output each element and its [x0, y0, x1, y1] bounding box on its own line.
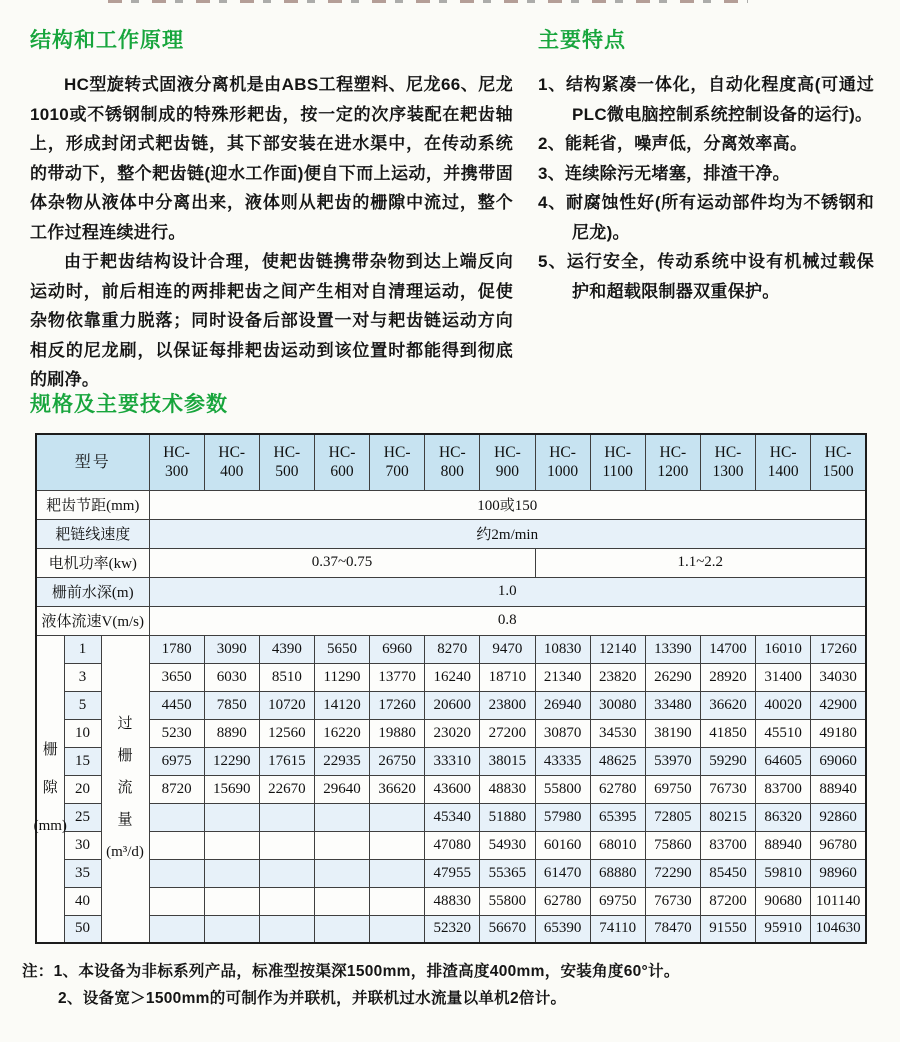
flow-value-cell: 23800: [480, 691, 535, 719]
flow-value-cell: 48830: [425, 887, 480, 915]
flow-value-cell: 43600: [425, 775, 480, 803]
flow-value-cell: 91550: [700, 915, 755, 943]
flow-value-cell: 92860: [811, 803, 866, 831]
flow-value-cell: 4450: [149, 691, 204, 719]
specs-table: [35, 433, 867, 944]
flow-value-cell: [259, 915, 314, 943]
flow-value-cell: 12290: [204, 747, 259, 775]
flow-value-cell: [370, 831, 425, 859]
model-label-cell: 型号: [36, 434, 149, 490]
flow-value-cell: 48830: [480, 775, 535, 803]
flow-value-cell: 74110: [590, 915, 645, 943]
flow-row: [36, 915, 866, 943]
flow-value-cell: 38190: [645, 719, 700, 747]
flow-row: [36, 859, 866, 887]
flow-value-cell: 31400: [756, 663, 811, 691]
notes: [22, 958, 762, 1012]
flow-value-cell: [259, 887, 314, 915]
note-line-1: 注：1、本设备为非标系列产品，标准型按渠深1500mm，排渣高度400mm，安装角度60°计。: [22, 963, 680, 980]
flow-value-cell: [204, 915, 259, 943]
flow-value-cell: 55365: [480, 859, 535, 887]
flow-value-cell: 8720: [149, 775, 204, 803]
flow-value-cell: 86320: [756, 803, 811, 831]
flow-value-cell: 17615: [259, 747, 314, 775]
flow-value-cell: 27200: [480, 719, 535, 747]
gap-size-cell: 30: [64, 831, 101, 859]
flow-value-cell: 3650: [149, 663, 204, 691]
flow-value-cell: 26750: [370, 747, 425, 775]
flow-value-cell: [370, 859, 425, 887]
model-header-cell: HC- 800: [425, 434, 480, 490]
flow-value-cell: 72290: [645, 859, 700, 887]
flow-value-cell: 72805: [645, 803, 700, 831]
model-header-cell: HC- 1300: [700, 434, 755, 490]
feature-item-3: 3、连续除污无堵塞，排渣干净。: [538, 163, 790, 183]
flow-value-cell: 88940: [756, 831, 811, 859]
param-value-cell: 0.8: [149, 606, 866, 635]
flow-value-cell: 64605: [756, 747, 811, 775]
flow-value-cell: 12560: [259, 719, 314, 747]
param-row: [36, 606, 866, 635]
row-group-label: 栅 隙 (mm): [36, 635, 64, 943]
flow-value-cell: 34530: [590, 719, 645, 747]
model-header-cell: HC- 500: [259, 434, 314, 490]
flow-value-cell: 17260: [370, 691, 425, 719]
flow-row: [36, 803, 866, 831]
feature-item-2: 2、能耗省，噪声低，分离效率高。: [538, 134, 808, 153]
flow-value-cell: 88940: [811, 775, 866, 803]
features-title: 主要特点: [538, 29, 626, 52]
param-label-cell: 栅前水深(m): [36, 577, 149, 606]
gap-size-cell: 40: [64, 887, 101, 915]
features-section: [538, 24, 874, 306]
flow-value-cell: 47080: [425, 831, 480, 859]
flow-value-cell: 26940: [535, 691, 590, 719]
flow-value-cell: [259, 831, 314, 859]
flow-value-cell: [370, 887, 425, 915]
param-row: [36, 548, 866, 577]
principle-title: 结构和工作原理: [30, 29, 184, 52]
flow-value-cell: 8510: [259, 663, 314, 691]
flow-value-cell: 18710: [480, 663, 535, 691]
flow-value-cell: 101140: [811, 887, 866, 915]
flow-value-cell: 12140: [590, 635, 645, 663]
flow-value-cell: 68880: [590, 859, 645, 887]
flow-value-cell: [259, 859, 314, 887]
flow-value-cell: 83700: [756, 775, 811, 803]
flow-value-cell: 85450: [700, 859, 755, 887]
flow-value-cell: 98960: [811, 859, 866, 887]
flow-value-cell: [204, 831, 259, 859]
flow-value-cell: 48625: [590, 747, 645, 775]
note-line-2: 2、设备宽＞1500mm的可制作为并联机，并联机过水流量以单机2倍计。: [58, 990, 567, 1007]
flow-value-cell: 21340: [535, 663, 590, 691]
gap-size-cell: 50: [64, 915, 101, 943]
flow-row: [36, 775, 866, 803]
flow-value-cell: 26290: [645, 663, 700, 691]
flow-value-cell: 49180: [811, 719, 866, 747]
param-label-cell: 耙齿节距(mm): [36, 490, 149, 519]
flow-value-cell: [370, 915, 425, 943]
flow-value-cell: 15690: [204, 775, 259, 803]
flow-value-cell: 7850: [204, 691, 259, 719]
col-group-label: 过 栅 流 量 (m³/d): [101, 635, 149, 943]
flow-value-cell: 68010: [590, 831, 645, 859]
flow-value-cell: [149, 915, 204, 943]
gap-size-cell: 5: [64, 691, 101, 719]
flow-value-cell: 56670: [480, 915, 535, 943]
flow-value-cell: 23820: [590, 663, 645, 691]
model-header-cell: HC- 1500: [811, 434, 866, 490]
param-row: [36, 577, 866, 606]
flow-value-cell: 55800: [535, 775, 590, 803]
flow-value-cell: 60160: [535, 831, 590, 859]
flow-value-cell: 13770: [370, 663, 425, 691]
flow-value-cell: 57980: [535, 803, 590, 831]
flow-value-cell: 23020: [425, 719, 480, 747]
param-value-cell: 1.0: [149, 577, 866, 606]
model-header-cell: HC- 1000: [535, 434, 590, 490]
flow-row: [36, 887, 866, 915]
flow-row: [36, 691, 866, 719]
flow-value-cell: 65395: [590, 803, 645, 831]
flow-value-cell: 22935: [314, 747, 369, 775]
flow-value-cell: 45510: [756, 719, 811, 747]
model-header-cell: HC- 300: [149, 434, 204, 490]
flow-value-cell: 14700: [700, 635, 755, 663]
flow-value-cell: 90680: [756, 887, 811, 915]
flow-value-cell: 16010: [756, 635, 811, 663]
param-row: [36, 490, 866, 519]
flow-value-cell: 8270: [425, 635, 480, 663]
param-label-cell: 电机功率(kw): [36, 548, 149, 577]
flow-value-cell: 40020: [756, 691, 811, 719]
model-header-cell: HC- 900: [480, 434, 535, 490]
flow-value-cell: [370, 803, 425, 831]
flow-value-cell: 62780: [590, 775, 645, 803]
flow-value-cell: 30870: [535, 719, 590, 747]
flow-value-cell: [204, 859, 259, 887]
cropped-title-remnant: [108, 0, 748, 3]
flow-value-cell: 52320: [425, 915, 480, 943]
flow-value-cell: 6030: [204, 663, 259, 691]
flow-value-cell: 29640: [314, 775, 369, 803]
flow-value-cell: 5650: [314, 635, 369, 663]
flow-value-cell: [149, 887, 204, 915]
flow-value-cell: 11290: [314, 663, 369, 691]
feature-item-5: 5、运行安全，传动系统中设有机械过载保护和超载限制器双重保护。: [538, 252, 874, 301]
table-header-row: [36, 434, 866, 490]
flow-value-cell: [204, 887, 259, 915]
principle-paragraph-1: HC型旋转式固液分离机是由ABS工程塑料、尼龙66、尼龙1010或不锈钢制成的特殊形耙齿，按一定的次序装配在耙齿轴上，形成封闭式耙齿链，其下部安装在进水渠中，在传动系统的带动下，整个耙齿链(迎水工作面)便自下而上运动，并携带固体杂物从液体中分离出来，液体则从耙齿的栅隙中流过，整个工作过程连续进行。: [30, 75, 513, 242]
flow-row: [36, 663, 866, 691]
flow-value-cell: 1780: [149, 635, 204, 663]
flow-value-cell: 87200: [700, 887, 755, 915]
gap-size-cell: 35: [64, 859, 101, 887]
flow-value-cell: 8890: [204, 719, 259, 747]
flow-value-cell: 13390: [645, 635, 700, 663]
flow-value-cell: 6975: [149, 747, 204, 775]
param-value-cell: 0.37~0.75: [149, 548, 535, 577]
model-header-cell: HC- 1400: [756, 434, 811, 490]
flow-value-cell: 69750: [645, 775, 700, 803]
flow-value-cell: [204, 803, 259, 831]
flow-value-cell: 43335: [535, 747, 590, 775]
flow-value-cell: 76730: [700, 775, 755, 803]
flow-value-cell: 83700: [700, 831, 755, 859]
flow-value-cell: [314, 915, 369, 943]
flow-value-cell: 69750: [590, 887, 645, 915]
flow-value-cell: 34030: [811, 663, 866, 691]
flow-value-cell: 59290: [700, 747, 755, 775]
flow-value-cell: [259, 803, 314, 831]
flow-value-cell: 33480: [645, 691, 700, 719]
feature-item-1: 1、结构紧凑一体化，自动化程度高(可通过PLC微电脑控制系统控制设备的运行)。: [538, 75, 874, 124]
flow-value-cell: 104630: [811, 915, 866, 943]
param-row: [36, 519, 866, 548]
flow-value-cell: [314, 831, 369, 859]
flow-value-cell: 59810: [756, 859, 811, 887]
flow-value-cell: 16240: [425, 663, 480, 691]
flow-value-cell: [314, 803, 369, 831]
flow-value-cell: 9470: [480, 635, 535, 663]
flow-value-cell: 17260: [811, 635, 866, 663]
flow-value-cell: [314, 887, 369, 915]
flow-value-cell: 14120: [314, 691, 369, 719]
specs-table-wrap: [35, 433, 867, 944]
flow-value-cell: 55800: [480, 887, 535, 915]
flow-value-cell: 51880: [480, 803, 535, 831]
model-header-cell: HC- 1200: [645, 434, 700, 490]
flow-value-cell: 76730: [645, 887, 700, 915]
flow-value-cell: 75860: [645, 831, 700, 859]
param-value-cell: 约2m/min: [149, 519, 866, 548]
flow-value-cell: [149, 859, 204, 887]
flow-value-cell: 19880: [370, 719, 425, 747]
flow-row: [36, 831, 866, 859]
principle-section: [30, 24, 513, 395]
gap-size-cell: 3: [64, 663, 101, 691]
flow-value-cell: 6960: [370, 635, 425, 663]
flow-value-cell: 22670: [259, 775, 314, 803]
specs-title: 规格及主要技术参数: [30, 393, 228, 416]
principle-paragraph-2: 由于耙齿结构设计合理，使耙齿链携带杂物到达上端反向运动时，前后相连的两排耙齿之间产生相对自清理运动，促使杂物依靠重力脱落；同时设备后部设置一对与耙齿链运动方向相反的尼龙刷，以保证每排耙齿运动到该位置时都能得到彻底的刷净。: [30, 252, 513, 389]
gap-size-cell: 10: [64, 719, 101, 747]
gap-size-cell: 20: [64, 775, 101, 803]
flow-value-cell: 80215: [700, 803, 755, 831]
flow-row: [36, 719, 866, 747]
flow-value-cell: [314, 859, 369, 887]
model-header-cell: HC- 600: [314, 434, 369, 490]
flow-value-cell: 42900: [811, 691, 866, 719]
flow-value-cell: 61470: [535, 859, 590, 887]
flow-value-cell: 62780: [535, 887, 590, 915]
flow-value-cell: 95910: [756, 915, 811, 943]
model-header-cell: HC- 400: [204, 434, 259, 490]
flow-value-cell: 33310: [425, 747, 480, 775]
flow-value-cell: 28920: [700, 663, 755, 691]
flow-value-cell: 3090: [204, 635, 259, 663]
flow-value-cell: 38015: [480, 747, 535, 775]
param-value-cell: 100或150: [149, 490, 866, 519]
flow-value-cell: 36620: [700, 691, 755, 719]
model-header-cell: HC- 1100: [590, 434, 645, 490]
flow-value-cell: 69060: [811, 747, 866, 775]
gap-size-cell: 1: [64, 635, 101, 663]
model-header-cell: HC- 700: [370, 434, 425, 490]
flow-value-cell: 10720: [259, 691, 314, 719]
flow-value-cell: 65390: [535, 915, 590, 943]
flow-value-cell: 53970: [645, 747, 700, 775]
flow-value-cell: [149, 803, 204, 831]
flow-value-cell: 10830: [535, 635, 590, 663]
flow-value-cell: 78470: [645, 915, 700, 943]
flow-row: [36, 747, 866, 775]
flow-value-cell: [149, 831, 204, 859]
flow-row: [36, 635, 866, 663]
param-label-cell: 液体流速V(m/s): [36, 606, 149, 635]
flow-value-cell: 45340: [425, 803, 480, 831]
feature-item-4: 4、耐腐蚀性好(所有运动部件均为不锈钢和尼龙)。: [538, 193, 874, 242]
param-value-cell: 1.1~2.2: [535, 548, 866, 577]
flow-value-cell: 5230: [149, 719, 204, 747]
flow-value-cell: 41850: [700, 719, 755, 747]
gap-size-cell: 15: [64, 747, 101, 775]
flow-value-cell: 47955: [425, 859, 480, 887]
param-label-cell: 耙链线速度: [36, 519, 149, 548]
flow-value-cell: 4390: [259, 635, 314, 663]
flow-value-cell: 54930: [480, 831, 535, 859]
flow-value-cell: 16220: [314, 719, 369, 747]
flow-value-cell: 96780: [811, 831, 866, 859]
flow-value-cell: 30080: [590, 691, 645, 719]
gap-size-cell: 25: [64, 803, 101, 831]
flow-value-cell: 20600: [425, 691, 480, 719]
flow-value-cell: 36620: [370, 775, 425, 803]
